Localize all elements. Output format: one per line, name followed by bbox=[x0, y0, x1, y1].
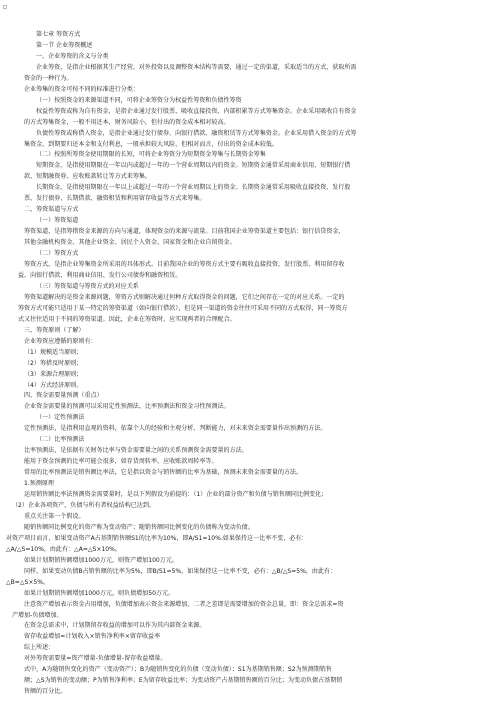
text-line: 常用的比率预测法是销售额比率法，它是指以资金与销售额的比率为基础，预测未来资金需要量的方法。 bbox=[24, 469, 303, 477]
text-line: 式中，A为随销售变化的资产（变动资产）；B为随销售变化的负债（变动负债）；S1为基期销售额；S2为预测期销售 bbox=[24, 666, 332, 674]
text-line: 第一节 企业筹资概述 bbox=[36, 41, 93, 49]
text-line: 能用于资金预测的比率可能会很多，如存货周转率、应收账款周转率等。 bbox=[24, 458, 218, 466]
text-line: 对外筹资需要量=资产增量-负债增量-留存收益增量。 bbox=[24, 655, 167, 663]
text-line: 权益性筹资或称为自有资金，是指企业通过发行股票、吸收直接投资、内部积累等方式筹集资金。企业采用吸收自有资金 bbox=[36, 107, 357, 115]
text-line: （三）筹资渠道与筹资方式的对应关系 bbox=[36, 282, 139, 290]
text-line: 如果计划期销售额增加1000万元，则负债增加50万元。 bbox=[24, 589, 175, 597]
page-corner-mark bbox=[3, 5, 7, 9]
text-line: 筹资方式可能只适用于某一特定的筹资渠道（如向银行借款），但是同一渠道的资金往往可采用不同的方式取得，同一筹资方 bbox=[18, 304, 348, 312]
text-line: 票、发行债券、长期借款、融资租赁和利用留存收益等方式来筹集。 bbox=[24, 195, 206, 203]
text-line: 企业筹资应遵循的原则有： bbox=[24, 337, 97, 345]
text-line: 在资金总需求中，计划期留存收益的增加可以作为其内部资金来源。 bbox=[24, 622, 206, 630]
text-line: 一、企业筹资的含义与分类 bbox=[36, 52, 109, 60]
text-line: 三、筹资原则（了解） bbox=[24, 326, 85, 334]
text-line: 集资金，到期要归还本金和支付利息，一般承担较大风险，但相对而言，付出的资金成本较低。 bbox=[24, 140, 278, 148]
text-line: 额；△S为销售的变动额；P为销售净利率；E为留存收益比率；为变动资产占基期销售额的百分比；为变动负债占基期销 bbox=[24, 677, 343, 685]
text-line: 短期资金，是指使用期限在一年以内或超过一年的一个营业周期以内的资金。短期资金通常采用商业信用、短期银行借 bbox=[36, 162, 351, 170]
text-line: 比率预测法，是依据有关财务比率与资金需要量之间的关系预测资金需要量的方法。 bbox=[24, 447, 248, 455]
text-line: 企业筹集的资金可按不同的标准进行分类： bbox=[24, 85, 139, 93]
text-line: （二）比率预测法 bbox=[36, 436, 85, 444]
text-line: 企业筹资，是指企业根据其生产经营、对外投资以及调整资本结构等需要，通过一定的渠道，采取适当的方式，获取所需 bbox=[36, 63, 357, 71]
text-line: （一）筹资渠道 bbox=[36, 217, 79, 225]
text-line: （一）按照资金的来源渠道不同，可将企业筹资分为权益性筹资和负债性筹资 bbox=[36, 96, 242, 104]
text-line: 二、筹资渠道与方式 bbox=[24, 206, 79, 214]
text-line: 其他金融机构资金、其他企业资金、居民个人资金、国家资金和企业自留资金。 bbox=[24, 239, 236, 247]
text-line: 对资产项目而言，如果变动资产A占基期销售额S1的比率为10%，即A/S1=10%.如果保持这一比率不变，必有： bbox=[6, 534, 308, 542]
text-line: （1）规模适当原则； bbox=[24, 348, 83, 356]
text-line: （2）企业各项资产、负债与所有者权益结构已达到。 bbox=[12, 501, 155, 509]
text-line: （二）按照所筹资金使用期限的长短，可将企业筹资分为短期资金筹集与长期资金筹集 bbox=[36, 151, 266, 159]
text-line: （一）定性预测法 bbox=[36, 414, 85, 422]
text-line: （2）筹措及时原则； bbox=[24, 359, 83, 367]
text-line: 款、短期融资券、应收账款转让等方式来筹集。 bbox=[24, 173, 151, 181]
text-line: 留存收益增加=计划收入×销售净利率×留存收益率 bbox=[24, 633, 161, 641]
text-line: 注意资产增加表示资金占用增加，负债增加表示资金来源增加，二者之差即是需要增加的资金总量，即：资金总需求=资 bbox=[24, 600, 344, 608]
text-line: 第七章 筹资方式 bbox=[36, 31, 81, 38]
text-line: 四、资金需要量预测（重点） bbox=[24, 392, 103, 400]
text-line: （二）筹资方式 bbox=[36, 250, 79, 258]
text-line: 益、向银行借款、利用商业信用、发行公司债券和融资租赁。 bbox=[18, 271, 182, 279]
text-line: 重点关注第一个假设。 bbox=[24, 512, 85, 520]
document-text bbox=[6, 30, 490, 698]
text-line: 运用销售额比率法预测资金需要量时，是以下列假设为前提的：（1）企业的部分资产和负债与销售额同比例变化； bbox=[24, 491, 328, 499]
text-line: 筹资渠道，是指筹措资金来源的方向与通道，体现资金的来源与流量。目前我国企业筹资渠道主要包括：银行信贷资金、 bbox=[24, 228, 345, 236]
text-line: 企业资金需要量的预测可以采用定性预测法、比率预测法和资金习性预测法。 bbox=[24, 403, 230, 411]
text-line: 1.预测原理 bbox=[24, 480, 54, 488]
text-line: 产增加-负债增加。 bbox=[12, 611, 63, 619]
text-line: 同样，如果变动负债B占销售额的比率为5%，即B/S1=5%，如果保持这一比率不变，必有：△B/△S=5%，由此有： bbox=[24, 567, 337, 575]
text-line: 的方式筹集资金，一般不用还本，财务风险小，但付出的资金成本相对较高。 bbox=[24, 118, 230, 126]
text-line: 长期资金，是指使用期限在一年以上或超过一年的一个营业周期以上的资金。长期资金通常采用吸收直接投资、发行股 bbox=[36, 184, 351, 192]
text-line: （3）来源合理原则； bbox=[24, 370, 83, 378]
text-line: 售额的百分比。 bbox=[24, 688, 67, 696]
text-line: 随销售额同比例变化的资产称为变动资产；随销售额同比例变化的负债称为变动负债。 bbox=[24, 523, 254, 531]
text-line: （4）方式经济原则。 bbox=[24, 381, 83, 389]
text-line: 筹资渠道解决的是资金来源问题，筹资方式则解决通过何种方式取得资金的问题，它们之间存在一定的对应关系。一定的 bbox=[24, 293, 345, 301]
text-line: 综上所述： bbox=[24, 644, 55, 652]
text-line: 资金的一种行为。 bbox=[24, 74, 73, 82]
text-line: △A/△S=10%，由此有：△A=△S×10%。 bbox=[6, 545, 121, 553]
text-line: 负债性筹资或称借入资金，是指企业通过发行债券、向银行借款、融资租赁等方式筹集资金。企业采用借入资金的方式筹 bbox=[36, 129, 357, 137]
text-line: 筹资方式，是指企业筹集资金所采用的具体形式。目前我国企业的筹资方式主要有吸收直接投资、发行股票、利用留存收 bbox=[24, 261, 345, 269]
text-line: 定性预测法，是指利用直观的资料，依靠个人的经验和主观分析、判断能力，对未来资金需要量作出预测的方法。 bbox=[24, 425, 327, 433]
text-line: △B=△S×5%。 bbox=[6, 578, 50, 586]
text-line: 式又往往适用于不同的筹资渠道。因此，企业在筹资时，应实现两者的合理配合。 bbox=[18, 315, 236, 323]
text-line: 如果计划期销售额增加1000万元，则资产增加100万元。 bbox=[24, 556, 178, 564]
